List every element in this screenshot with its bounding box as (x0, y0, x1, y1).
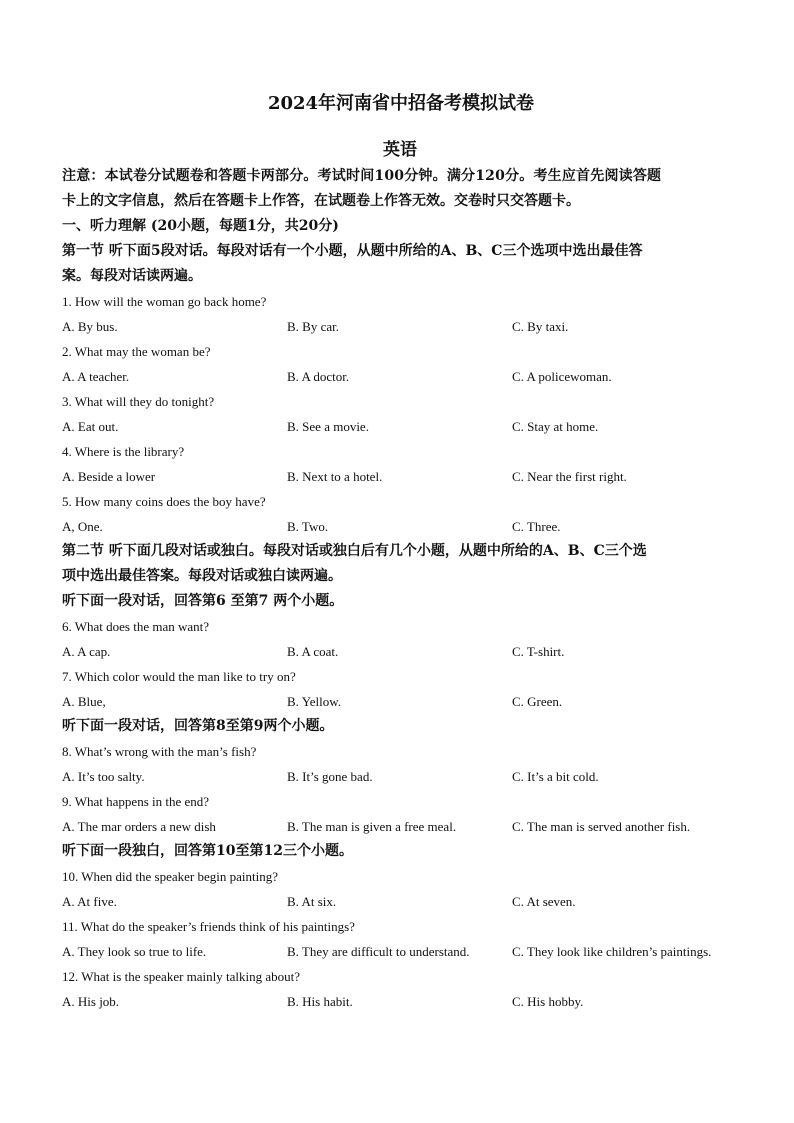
question-1: 1. How will the woman go back home? (62, 294, 267, 309)
question-9: 9. What happens in the end? (62, 794, 210, 809)
option-a: A, One. (62, 519, 103, 534)
option-b: B. By car. (287, 319, 339, 334)
options-9 (62, 814, 734, 839)
part2-instruction-line-1: 第二节 听下面几段对话或独白。每段对话或独白后有几个小题，从题中所给的A、B、C三个选 (62, 543, 647, 559)
option-a: A. His job. (62, 994, 120, 1009)
options-2 (62, 364, 734, 389)
option-b: B. See a movie. (287, 419, 369, 434)
option-c: C. T-shirt. (512, 644, 565, 659)
option-b: B. They are difficult to understand. (287, 944, 470, 959)
question-4: 4. Where is the library? (62, 444, 185, 459)
question-10: 10. When did the speaker begin painting? (62, 869, 279, 884)
option-c: C. It’s a bit cold. (512, 769, 599, 784)
exam-title: 2024年河南省中招备考模拟试卷 (267, 93, 535, 114)
option-b: B. A coat. (287, 644, 339, 659)
option-b: B. Two. (287, 519, 329, 534)
options-1 (62, 314, 734, 339)
subject-title: 英语 (383, 140, 417, 160)
exam-page (62, 92, 734, 1014)
option-c: C. By taxi. (512, 319, 569, 334)
option-b: B. At six. (287, 894, 337, 909)
options-11 (62, 939, 734, 964)
option-b: B. A doctor. (287, 369, 350, 384)
option-a: A. They look so true to life. (62, 944, 207, 959)
monologue-c-instruction: 听下面一段独白，回答第10至第12三个小题。 (62, 843, 353, 859)
options-3 (62, 414, 734, 439)
part2-instruction-line-2: 项中选出最佳答案。每段对话或独白读两遍。 (62, 568, 342, 584)
option-a: A. Beside a lower (62, 469, 156, 484)
options-6 (62, 639, 734, 664)
option-c: C. A policewoman. (512, 369, 612, 384)
option-a: A. The mar orders a new dish (62, 819, 216, 834)
options-8 (62, 764, 734, 789)
question-2: 2. What may the woman be? (62, 344, 211, 359)
dialogue-b-instruction: 听下面一段对话，回答第8至第9两个小题。 (62, 718, 334, 734)
question-12: 12. What is the speaker mainly talking about? (62, 969, 301, 984)
option-c: C. His hobby. (512, 994, 584, 1009)
question-7: 7. Which color would the man like to try on? (62, 669, 296, 684)
part1-instruction-line-1: 第一节 听下面5段对话。每段对话有一个小题，从题中所给的A、B、C三个选项中选出最佳答 (62, 243, 643, 259)
option-a: A. At five. (62, 894, 117, 909)
option-a: A. Eat out. (62, 419, 119, 434)
option-a: A. It’s too salty. (62, 769, 145, 784)
option-c: C. They look like children’s paintings. (512, 944, 712, 959)
option-c: C. Green. (512, 694, 563, 709)
option-b: B. Yellow. (287, 694, 342, 709)
question-8: 8. What’s wrong with the man’s fish? (62, 744, 257, 759)
options-5 (62, 514, 734, 539)
option-a: A. A teacher. (62, 369, 130, 384)
notice-line-2: 卡上的文字信息，然后在答题卡上作答，在试题卷上作答无效。交卷时只交答题卡。 (62, 193, 580, 209)
options-4 (62, 464, 734, 489)
option-c: C. At seven. (512, 894, 576, 909)
option-a: A. A cap. (62, 644, 111, 659)
option-b: B. His habit. (287, 994, 353, 1009)
dialogue-a-instruction: 听下面一段对话，回答第6 至第7 两个小题。 (62, 593, 344, 609)
option-c: C. The man is served another fish. (512, 819, 691, 834)
question-11: 11. What do the speaker’s friends think of his paintings? (62, 919, 355, 934)
options-7 (62, 689, 734, 714)
question-6: 6. What does the man want? (62, 619, 210, 634)
part1-instruction-line-2: 案。每段对话读两遍。 (62, 268, 202, 284)
option-a: A. Blue, (62, 694, 106, 709)
notice-line-1: 注意：本试卷分试题卷和答题卡两部分。考试时间100分钟。满分120分。考生应首先阅读答题 (62, 168, 662, 184)
question-3: 3. What will they do tonight? (62, 394, 215, 409)
option-c: C. Near the first right. (512, 469, 627, 484)
question-5: 5. How many coins does the boy have? (62, 494, 266, 509)
option-c: C. Stay at home. (512, 419, 599, 434)
option-b: B. Next to a hotel. (287, 469, 383, 484)
option-a: A. By bus. (62, 319, 118, 334)
section-heading: 一、听力理解 (20小题，每题1分，共20分) (62, 218, 339, 234)
option-b: B. It’s gone bad. (287, 769, 373, 784)
options-12 (62, 989, 734, 1014)
options-10 (62, 889, 734, 914)
option-b: B. The man is given a free meal. (287, 819, 457, 834)
option-c: C. Three. (512, 519, 561, 534)
